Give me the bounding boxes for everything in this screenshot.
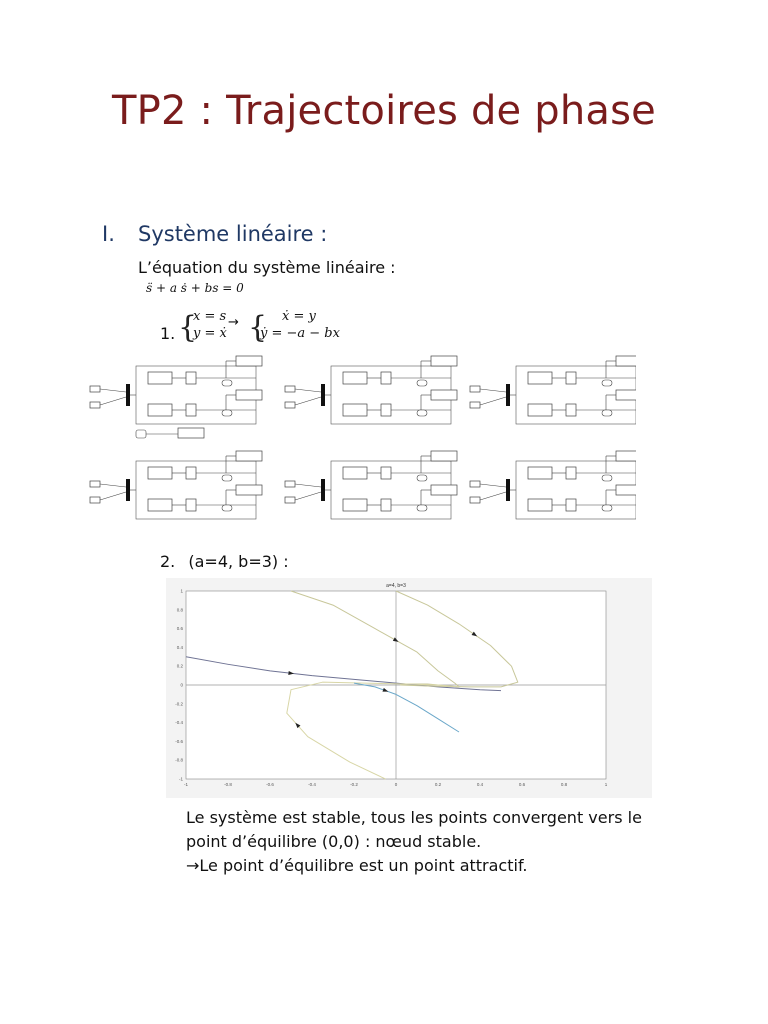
conclusion-line-2: point d’équilibre (0,0) : nœud stable. <box>186 832 482 851</box>
y-tick-label: 0.4 <box>176 644 183 650</box>
subheading: L’équation du système linéaire : <box>138 258 396 277</box>
rhs-line-1: ẋ = y <box>282 309 316 324</box>
conclusion-line-3-text: Le point d’équilibre est un point attractif. <box>199 856 528 875</box>
conclusion-line-1: Le système est stable, tous les points convergent vers le <box>186 808 642 827</box>
x-tick-label: 1 <box>604 782 608 787</box>
item-2-number: 2. <box>160 552 176 571</box>
section-heading <box>102 222 327 246</box>
y-tick-label: 0 <box>180 682 183 688</box>
y-tick-label: 0.6 <box>176 626 183 632</box>
y-tick-label: 0.8 <box>176 607 183 613</box>
y-tick-label: -0.6 <box>175 738 183 744</box>
x-tick-label: 0.8 <box>560 782 568 787</box>
section-label: Système linéaire : <box>138 222 328 246</box>
right-brace: { <box>248 310 268 345</box>
lhs-line-2: y = ẋ <box>193 326 227 341</box>
x-tick-label: -1 <box>183 782 189 787</box>
left-brace: { <box>178 310 198 345</box>
y-tick-label: -0.8 <box>175 757 183 763</box>
item-2 <box>160 552 289 571</box>
x-tick-label: 0.4 <box>476 782 484 787</box>
item-1-number: 1. <box>160 324 176 343</box>
x-tick-label: -0.2 <box>350 782 358 787</box>
y-tick-label: 1 <box>180 588 183 594</box>
y-tick-label: -0.2 <box>175 701 183 707</box>
item-2-label: (a=4, b=3) : <box>188 552 289 571</box>
main-equation: s̈ + a ṡ + bs = 0 <box>146 281 244 295</box>
x-tick-label: 0.2 <box>434 782 442 787</box>
x-tick-label: -0.4 <box>308 782 316 787</box>
phase-portrait-chart <box>166 578 652 798</box>
right-arrow-icon: → <box>186 856 200 875</box>
y-tick-label: -0.4 <box>175 720 183 726</box>
section-number: I. <box>102 222 115 246</box>
x-tick-label: -0.8 <box>224 782 232 787</box>
y-tick-label: 0.2 <box>176 663 183 669</box>
x-tick-label: 0 <box>394 782 398 787</box>
chart-title: a=4, b=3 <box>386 583 406 589</box>
page-title: TP2 : Trajectoires de phase <box>112 88 656 134</box>
simulink-diagram <box>86 350 636 540</box>
x-tick-label: 0.6 <box>518 782 526 787</box>
y-tick-label: -1 <box>178 776 183 782</box>
conclusion-line-3 <box>186 854 686 878</box>
conclusion-paragraph <box>186 806 686 878</box>
x-tick-label: -0.6 <box>266 782 274 787</box>
implies-arrow: → <box>228 315 239 330</box>
lhs-line-1: x = s <box>193 309 227 324</box>
rhs-line-2: ẏ = −a − bx <box>260 326 340 341</box>
